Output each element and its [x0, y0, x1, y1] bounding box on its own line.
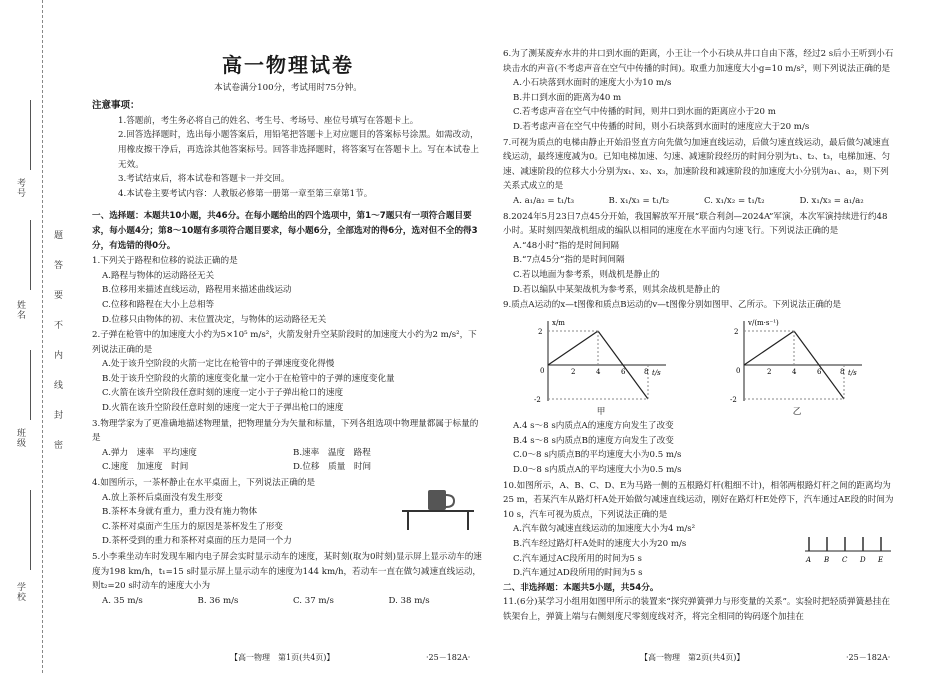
question-stem: 7.可视为质点的电梯由静止开始沿竖直方向先做匀加速直线运动，后做匀速直线运动，最后做匀减速直线运动，最终速度减为0。已知电梯加速、匀速、减速阶段经历的时间分别为t₁、t₂、t₃，电梯加速、匀速、减速阶段的位移大小分别为x₁、x₂、x₃，加速阶段和减速阶段的加速度大小分别为a₁、a₂，则下列关系式成立的是 — [503, 137, 891, 192]
option: A.汽车做匀减速直线运动的加速度大小为4 m/s² — [513, 524, 696, 535]
seal-char: 线 — [54, 381, 64, 391]
option: A.弹力 速率 平均速度 — [102, 447, 197, 458]
question-stem: 2.子弹在枪管中的加速度大小约为5×10⁵ m/s²，火箭发射升空某阶段时的加速度大小约为2 m/s²，下列说法正确的是 — [92, 330, 477, 355]
question-stem: 1.下列关于路程和位移的说法正确的是 — [92, 256, 238, 267]
question-7 — [503, 136, 895, 209]
footer-code-1: ·25－182A· — [426, 653, 471, 662]
seal-char: 封 — [54, 411, 64, 421]
option: C.若以地面为参考系，则战机是静止的 — [513, 269, 660, 280]
question-2 — [92, 328, 484, 416]
question-stem: 3.物理学家为了更准确地描述物理量，把物理量分为矢量和标量，下列各组选项中物理量都属于标量的是 — [92, 418, 479, 444]
option: D.火箭在该升空阶段任意时刻的速度一定大于子弹出枪口的速度 — [102, 403, 344, 414]
page-title: 高一物理试卷 — [222, 53, 354, 77]
graph-a-xt — [526, 315, 676, 407]
footer-code-2: ·25－182A· — [846, 653, 891, 662]
question-6 — [503, 47, 895, 135]
note-item: 2.回答选择题时，选出每小题答案后，用铅笔把答题卡上对应题目的答案标号涂黑。如需改动，用橡皮擦干净后，再选涂其他答案标号。回答非选择题时，将答案写在答题卡上。写在本试卷上无效。 — [118, 130, 479, 170]
seal-line — [42, 0, 43, 673]
school-label: 学校 — [15, 582, 25, 602]
option: C.0～8 s内质点B的平均速度大小为0.5 m/s — [513, 450, 682, 461]
left-column — [92, 0, 484, 608]
option: A.处于该升空阶段的火箭一定比在枪管中的子弹速度变化得慢 — [102, 359, 335, 370]
name-label: 姓名 — [15, 300, 25, 320]
option: B.井口到水面的距离为40 m — [513, 92, 622, 103]
question-4 — [92, 476, 484, 549]
option: D.汽车通过AD段所用的时间为5 s — [513, 568, 643, 579]
tick-label: 2 — [538, 327, 543, 336]
option: A.路程与物体的运动路径无关 — [102, 270, 215, 281]
option: C.汽车通过AC段所用的时间为5 s — [513, 553, 642, 564]
option: B. x₁/x₃ = t₁/t₂ — [608, 195, 670, 206]
question-stem: 5.小李乘坐动车时发现车厢内电子屏会实时显示动车的速度，某时刻(取为0时刻)显示屏上显示动车的速度为198 km/h，t₁=15 s时显示屏上显示动车的速度为144 km/h，若动车一直在做匀减速直线运动，则t₂=20 s时动车的速度大小为 — [92, 552, 482, 592]
tick-label: -2 — [534, 395, 541, 404]
question-stem: 4.如图所示，一茶杯静止在水平桌面上，下列说法正确的是 — [92, 478, 316, 489]
question-8 — [503, 210, 895, 298]
pole-label: D — [860, 555, 866, 564]
tick-label: 2 — [734, 327, 739, 336]
option: D.位移只由物体的初、末位置决定，与物体的运动路径无关 — [102, 314, 327, 325]
right-column — [503, 46, 895, 625]
notes-title: 注意事项： — [92, 100, 140, 112]
option: B.位移用来描述直线运动，路程用来描述曲线运动 — [102, 285, 292, 296]
option: B.“7点45分”指的是时间间隔 — [513, 255, 625, 266]
tick-label: 6 — [621, 367, 626, 376]
option: A.4 s～8 s内质点A的速度方向发生了改变 — [513, 421, 674, 432]
graph-b-vt — [722, 315, 872, 407]
school-line — [30, 490, 31, 570]
tick-label: 8 — [840, 367, 845, 376]
pole-label: E — [878, 555, 884, 564]
tick-label: 4 — [596, 367, 601, 376]
exam-no-label: 考号 — [15, 178, 25, 198]
note-item: 3.考试结束后，将本试卷和答题卡一并交回。 — [118, 174, 290, 185]
axis-label: v/(m·s⁻¹) — [748, 318, 779, 327]
question-5 — [92, 550, 484, 608]
question-stem: 8.2024年5月23日7点45分开始，我国解放军开展“联合利剑—2024A”军演，本次军演持续进行约48小时。某时刻四架战机组成的编队以相同的速度在水平面内匀速飞行。下列说法正确的是 — [503, 211, 888, 237]
question-10 — [503, 479, 895, 581]
note-item: 4.本试卷主要考试内容：人教版必修第一册第一章至第三章第1节。 — [118, 188, 373, 199]
option: B.茶杯本身就有重力，重力没有施力物体 — [102, 507, 258, 518]
option: A.小石块落到水面时的速度大小为10 m/s — [513, 78, 672, 89]
option: D.位移 质量 时间 — [293, 462, 372, 473]
option: B.速率 温度 路程 — [293, 447, 371, 458]
exam-no-line — [30, 100, 31, 170]
option: C.位移和路程在大小上总相等 — [102, 299, 215, 310]
seal-char: 不 — [54, 321, 64, 331]
section-two-heading: 二、非选择题：本题共5小题，共54分。 — [503, 582, 659, 593]
option: D.茶杯受到的重力和茶杯对桌面的压力是同一个力 — [102, 536, 292, 547]
street-lamps-figure — [803, 529, 893, 565]
option: A. a₁/a₂ = t₁/t₃ — [513, 195, 575, 206]
pole-label: A — [806, 555, 812, 564]
seal-char: 要 — [54, 291, 64, 301]
option: B.4 s～8 s内质点B的速度方向发生了改变 — [513, 435, 674, 446]
class-line — [30, 350, 31, 420]
option: C. x₁/x₂ = t₁/t₂ — [704, 195, 765, 206]
option: A. 35 m/s — [102, 595, 143, 606]
footer-page-2: 【高一物理 第2页(共4页)】 — [640, 653, 745, 662]
tick-label: 6 — [817, 367, 822, 376]
pole-label: B — [824, 555, 830, 564]
option: D.若考虑声音在空气中传播的时间，则小石块落到水面时的速度应大于20 m/s — [513, 121, 810, 132]
cup-on-table-figure — [398, 486, 478, 532]
pole-label: C — [842, 555, 848, 564]
class-label: 班级 — [15, 428, 25, 448]
tick-label: 0 — [736, 366, 741, 375]
question-11: 11.(6分)某学习小组用如图甲所示的装置来“探究弹簧弹力与形变量的关系”。实验时把轻质弹簧悬挂在铁架台上，弹簧上端与右侧刻度尺零刻度线对齐，将完全相同的钩码逐个加挂在 — [503, 597, 890, 622]
option: C.茶杯对桌面产生压力的原因是茶杯发生了形变 — [102, 521, 283, 532]
option: A.放上茶杯后桌面没有发生形变 — [102, 492, 223, 503]
option: C.若考虑声音在空气中传播的时间，则井口到水面的距离应小于20 m — [513, 107, 776, 118]
exam-intro: 本试卷满分100分，考试用时75分钟。 — [214, 82, 362, 93]
tick-label: 0 — [540, 366, 545, 375]
tick-label: 2 — [571, 367, 576, 376]
tick-label: -2 — [730, 395, 737, 404]
option: A.“48小时”指的是时间间隔 — [513, 240, 620, 251]
option: C.火箭在该升空阶段任意时刻的速度一定小于子弹出枪口的速度 — [102, 388, 344, 399]
option: B. 36 m/s — [197, 595, 239, 606]
option: D.0～8 s内质点A的平均速度大小为0.5 m/s — [513, 465, 682, 476]
figure-caption: 乙 — [792, 406, 802, 417]
question-9 — [503, 298, 895, 478]
tick-label: 8 — [644, 367, 649, 376]
seal-char: 题 — [54, 231, 64, 241]
question-3 — [92, 417, 484, 475]
option: B.汽车经过路灯杆A处时的速度大小为20 m/s — [513, 539, 687, 550]
seal-char: 密 — [54, 441, 64, 451]
question-stem: 6.为了测某废弃水井的井口到水面的距离，小王让一个小石块从井口自由下落，经过2 s后小王听到小石块击水的声音(不考虑声音在空气中传播的时间)。取重力加速度大小g=10 m/s²，则下列说法正确的是 — [503, 49, 894, 74]
question-stem: 9.质点A运动的x—t图像和质点B运动的v—t图像分别如图甲、乙所示。下列说法正确的是 — [503, 300, 842, 311]
axis-label: t/s — [848, 368, 857, 377]
tick-label: 2 — [767, 367, 772, 376]
question-stem: 10.如图所示，A、B、C、D、E为马路一侧的五根路灯杆(粗细不计)，相邻两根路灯杆之间的距离均为25 m，若某汽车从路灯杆A处开始做匀减速直线运动，刚好在路灯杆E处停下，汽车通过AE段的时间为10 s，汽车可视为质点，下列说法正确的是 — [503, 480, 894, 520]
option: C.速度 加速度 时间 — [102, 462, 189, 473]
tick-label: 4 — [792, 367, 797, 376]
note-item: 1.答题前，考生务必将自己的姓名、考生号、考场号、座位号填写在答题卡上。 — [118, 115, 419, 126]
option: B.处于该升空阶段的火箭的速度变化量一定小于在枪管中的子弹的速度变化量 — [102, 373, 395, 384]
footer-page-1: 【高一物理 第1页(共4页)】 — [230, 653, 335, 662]
option: D. 38 m/s — [388, 595, 430, 606]
axis-label: x/m — [552, 318, 565, 327]
figure-caption: 甲 — [596, 406, 606, 417]
name-line — [30, 220, 31, 290]
question-1 — [92, 254, 484, 327]
option: C. 37 m/s — [293, 595, 334, 606]
option: D.若以编队中某架战机为参考系，则其余战机是静止的 — [513, 284, 720, 295]
option: D. x₁/x₃ = a₁/a₂ — [799, 195, 864, 206]
axis-label: t/s — [652, 368, 661, 377]
binding-strip — [0, 0, 82, 673]
seal-char: 内 — [54, 351, 64, 361]
seal-char: 答 — [54, 261, 64, 271]
section-one-heading: 一、选择题：本题共10小题，共46分。在每小题给出的四个选项中，第1～7题只有一项符合题目要求，每小题4分；第8～10题有多项符合题目要求，每小题6分，全部选对的得6分，选对但不全的得3分，有选错的得0分。 — [92, 211, 478, 251]
